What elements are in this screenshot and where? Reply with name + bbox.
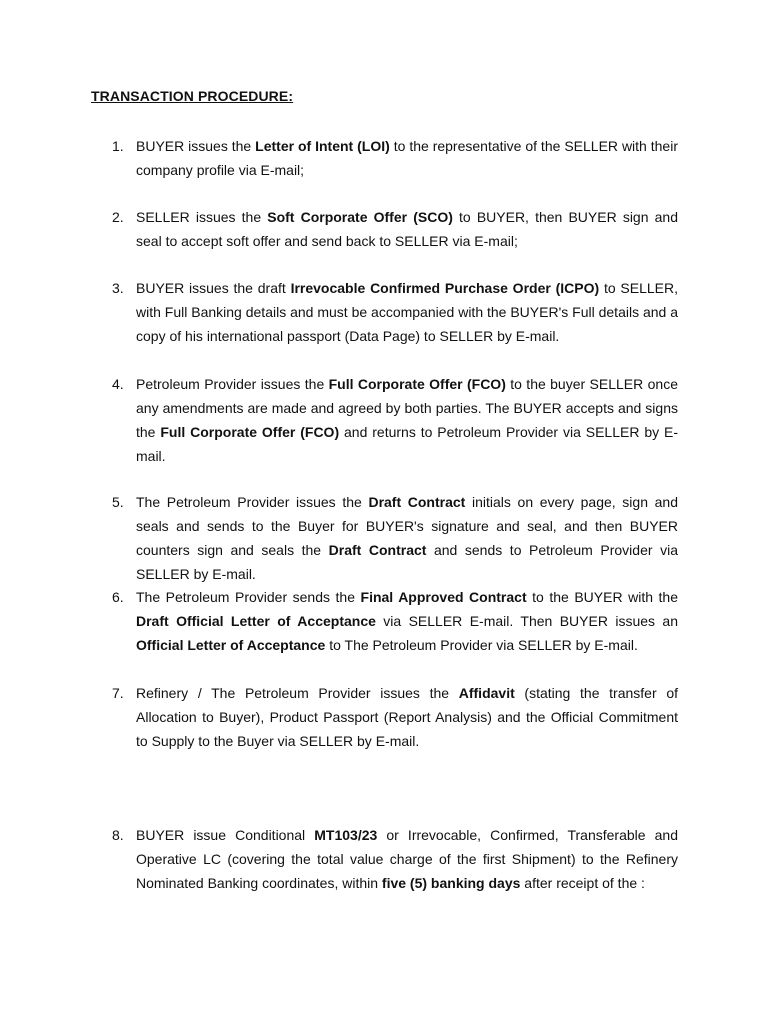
text-run: to the buyer SELLER once any amendments are made and agreed by both parties. The BUYER accepts and signs the [136,376,678,440]
bold-term: Draft Contract [368,494,466,510]
list-item-text [136,205,678,253]
bold-term: five (5) banking days [381,875,521,891]
text-run: to The Petroleum Provider via SELLER by E-mail. [325,637,638,653]
text-run: to SELLER, with Full Banking details and must be accompanied with the BUYER's Full details and a copy of his international passport (Data Page) to SELLER by E-mail. [136,280,679,344]
list-item-number: 7. [112,685,124,701]
text-run: BUYER issues the [136,138,256,154]
list-item-text [136,681,678,753]
bold-term: MT103/23 [314,827,378,843]
text-run: via SELLER E-mail. Then BUYER issues an [375,613,678,629]
text-run: SELLER issues the [136,209,268,225]
bold-term: Final Approved Contract [360,589,527,605]
bold-term: Full Corporate Offer (FCO) [160,424,340,440]
bold-term: Irrevocable Confirmed Purchase Order (ICPO) [290,280,600,296]
list-item-number: 1. [112,138,124,154]
list-item-text [136,276,678,348]
bold-term: Official Letter of Acceptance [136,637,326,653]
list-item-number: 5. [112,494,124,510]
list-item-number: 2. [112,209,124,225]
list-item-text [136,134,678,182]
bold-term: Affidavit [458,685,515,701]
text-run: BUYER issue Conditional [136,827,315,843]
text-run: (stating the transfer of Allocation to Buyer), Product Passport (Report Analysis) and the Official Commitment to Supply to the Buyer via SELLER by E-mail. [136,685,678,749]
text-run: BUYER issues the draft [136,280,291,296]
bold-term: Soft Corporate Offer (SCO) [267,209,453,225]
list-item-text [136,585,678,657]
text-run: to the representative of the SELLER with their company profile via E-mail; [136,138,678,178]
text-run: initials on every page, sign and seals and sends to the Buyer for BUYER's signature and seal, and then BUYER counters sign and seals the [136,494,678,558]
text-run: to BUYER, then BUYER sign and seal to accept soft offer and send back to SELLER via E-mail; [136,209,678,249]
text-run: Petroleum Provider issues the [136,376,329,392]
list-item-number: 4. [112,376,124,392]
bold-term: Letter of Intent (LOI) [255,138,390,154]
list-item-number: 6. [112,589,124,605]
text-run: Refinery / The Petroleum Provider issues the [136,685,459,701]
text-run: The Petroleum Provider sends the [136,589,361,605]
list-item-number: 3. [112,280,124,296]
text-run: and returns to Petroleum Provider via SELLER by E-mail. [136,424,679,464]
bold-term: Full Corporate Offer (FCO) [328,376,506,392]
text-run: and sends to Petroleum Provider via SELLER by E-mail. [136,542,678,582]
text-run: after receipt of the : [520,875,645,891]
text-run: to the BUYER with the [526,589,678,605]
list-item-text [136,823,678,895]
list-item-text [136,490,678,586]
text-run: or Irrevocable, Confirmed, Transferable and Operative LC (covering the total value charge of the first Shipment) to the Refinery Nominated Banking coordinates, within [136,827,678,891]
list-item-number: 8. [112,827,124,843]
page-title: TRANSACTION PROCEDURE: [91,88,294,104]
list-item-text [136,372,678,468]
bold-term: Draft Contract [328,542,427,558]
bold-term: Draft Official Letter of Acceptance [136,613,376,629]
text-run: The Petroleum Provider issues the [136,494,369,510]
